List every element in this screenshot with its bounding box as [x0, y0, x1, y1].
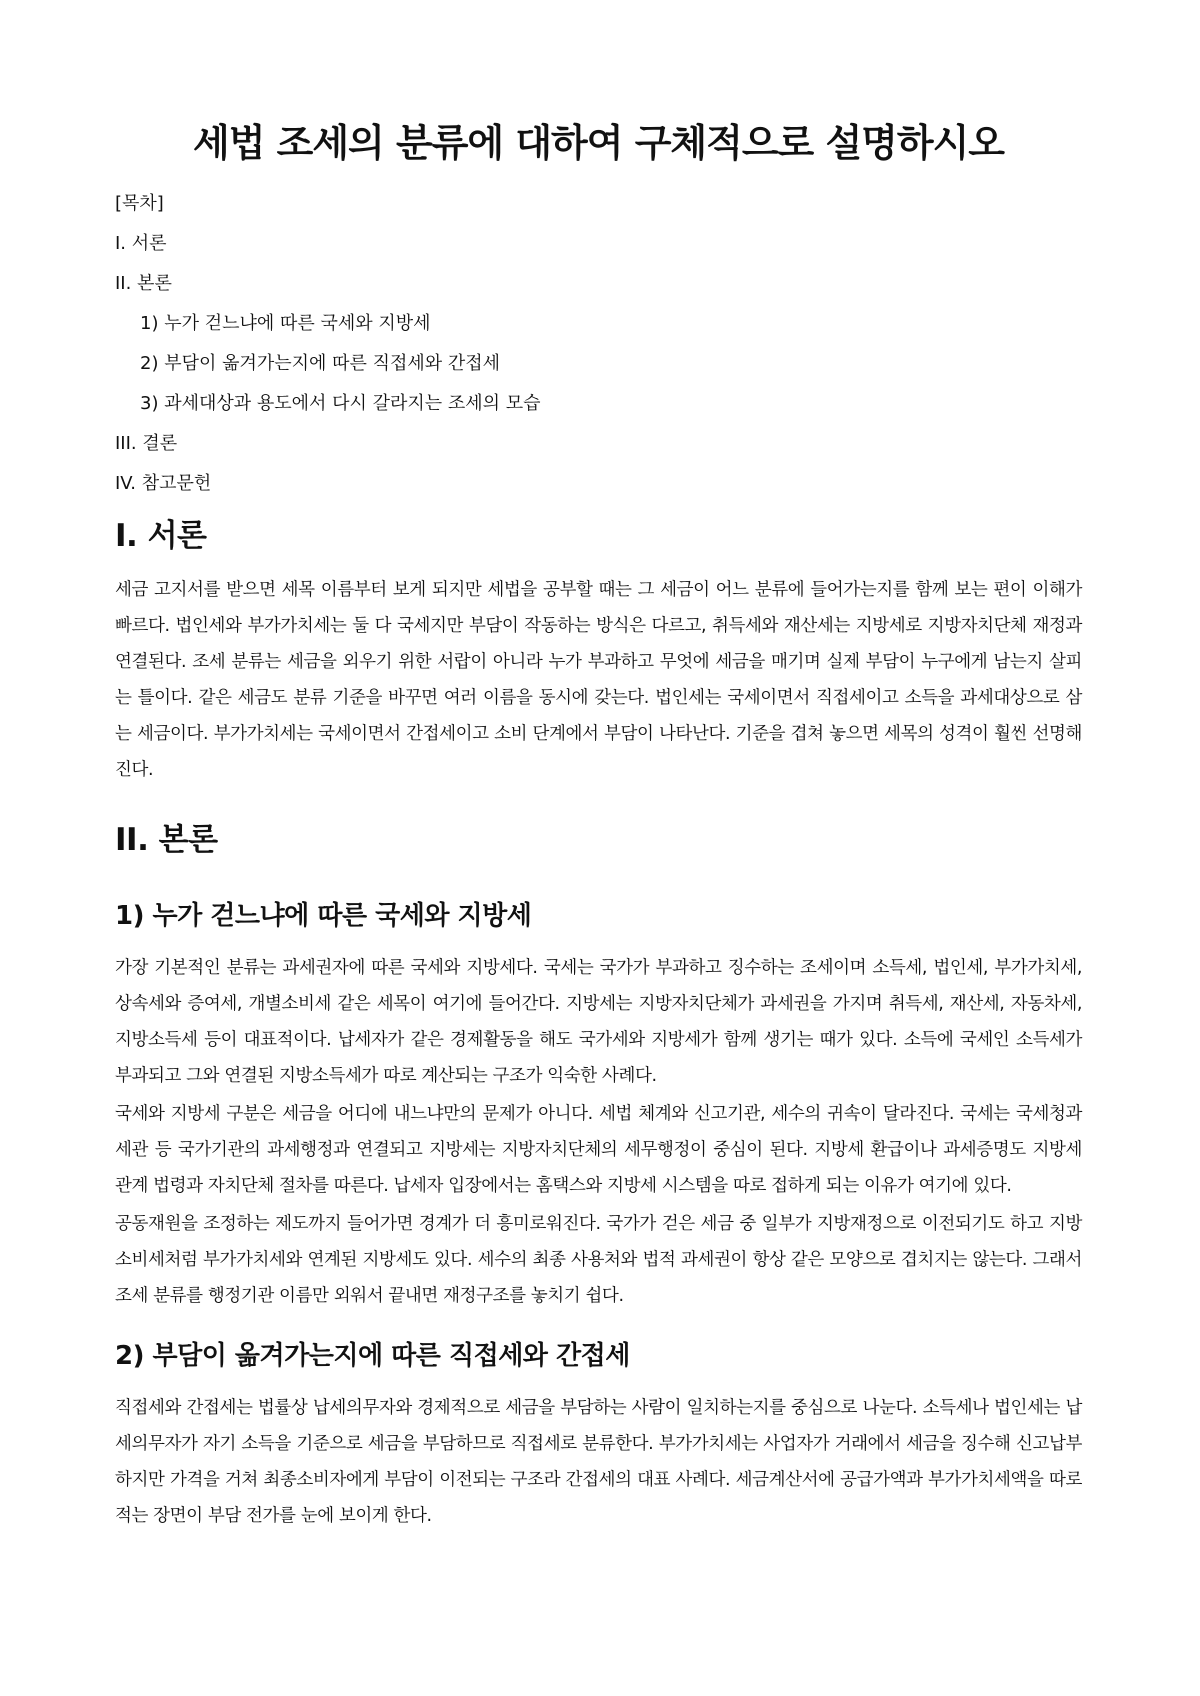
toc-item: I. 서론: [115, 233, 167, 254]
toc-heading: [목차]: [115, 193, 164, 214]
document-title: 세법 조세의 분류에 대하여 구체적으로 설명하시오: [192, 121, 1005, 165]
section-title-intro: I. 서론: [115, 518, 207, 554]
toc-item: II. 본론: [115, 273, 172, 294]
section-title-body: II. 본론: [115, 822, 218, 858]
body-paragraph: 공동재원을 조정하는 제도까지 들어가면 경계가 더 흥미로워진다. 국가가 걷은 세금 중 일부가 지방재정으로 이전되기도 하고 지방소비세처럼 부가가치세와 연계된 지방세도 있다. 세수의 최종 사용처와 법적 과세권이 항상 같은 모양으로 겹치지는 않는다. 그래서 조세 분류를 행정기관 이름만 외워서 끝내면 재정구조를 놓치기 쉽다.: [115, 1214, 1082, 1306]
toc-subitem: 3) 과세대상과 용도에서 다시 갈라지는 조세의 모습: [140, 393, 541, 414]
toc-subitem: 1) 누가 걷느냐에 따른 국세와 지방세: [140, 313, 431, 334]
body-paragraph: 직접세와 간접세는 법률상 납세의무자와 경제적으로 세금을 부담하는 사람이 일치하는지를 중심으로 나눈다. 소득세나 법인세는 납세의무자가 자기 소득을 기준으로 세금을 부담하므로 직접세로 분류한다. 부가가치세는 사업자가 거래에서 세금을 징수해 신고납부하지만 가격을 거쳐 최종소비자에게 부담이 이전되는 구조라 간접세의 대표 사례다. 세금계산서에 공급가액과 부가가치세액을 따로 적는 장면이 부담 전가를 눈에 보이게 한다.: [115, 1398, 1082, 1526]
subsection-title-direct-indirect-tax: 2) 부담이 옮겨가는지에 따른 직접세와 간접세: [115, 1341, 630, 1371]
intro-paragraph: 세금 고지서를 받으면 세목 이름부터 보게 되지만 세법을 공부할 때는 그 세금이 어느 분류에 들어가는지를 함께 보는 편이 이해가 빠르다. 법인세와 부가가치세는 둘 다 국세지만 부담이 작동하는 방식은 다르고, 취득세와 재산세는 지방세로 지방자치단체 재정과 연결된다. 조세 분류는 세금을 외우기 위한 서랍이 아니라 누가 부과하고 무엇에 세금을 매기며 실제 부담이 누구에게 남는지 살피는 틀이다. 같은 세금도 분류 기준을 바꾸면 여러 이름을 동시에 갖는다. 법인세는 국세이면서 직접세이고 소득을 과세대상으로 삼는 세금이다. 부가가치세는 국세이면서 간접세이고 소비 단계에서 부담이 나타난다. 기준을 겹쳐 놓으면 세목의 성격이 훨씬 선명해진다.: [115, 580, 1082, 780]
toc-item: IV. 참고문헌: [115, 473, 212, 494]
body-paragraph: 가장 기본적인 분류는 과세권자에 따른 국세와 지방세다. 국세는 국가가 부과하고 징수하는 조세이며 소득세, 법인세, 부가가치세, 상속세와 증여세, 개별소비세 같은 세목이 여기에 들어간다. 지방세는 지방자치단체가 과세권을 가지며 취득세, 재산세, 자동차세, 지방소득세 등이 대표적이다. 납세자가 같은 경제활동을 해도 국가세와 지방세가 함께 생기는 때가 있다. 소득에 국세인 소득세가 부과되고 그와 연결된 지방소득세가 따로 계산되는 구조가 익숙한 사례다.: [115, 958, 1082, 1086]
toc-item: III. 결론: [115, 433, 178, 454]
body-paragraph: 국세와 지방세 구분은 세금을 어디에 내느냐만의 문제가 아니다. 세법 체계와 신고기관, 세수의 귀속이 달라진다. 국세는 국세청과 세관 등 국가기관의 과세행정과 연결되고 지방세는 지방자치단체의 세무행정이 중심이 된다. 지방세 환급이나 과세증명도 지방세 관계 법령과 자치단체 절차를 따른다. 납세자 입장에서는 홈택스와 지방세 시스템을 따로 접하게 되는 이유가 여기에 있다.: [115, 1104, 1082, 1196]
toc-subitem: 2) 부담이 옮겨가는지에 따른 직접세와 간접세: [140, 353, 501, 374]
table-of-contents: [115, 190, 1082, 498]
subsection-title-national-local-tax: 1) 누가 걷느냐에 따른 국세와 지방세: [115, 901, 532, 931]
